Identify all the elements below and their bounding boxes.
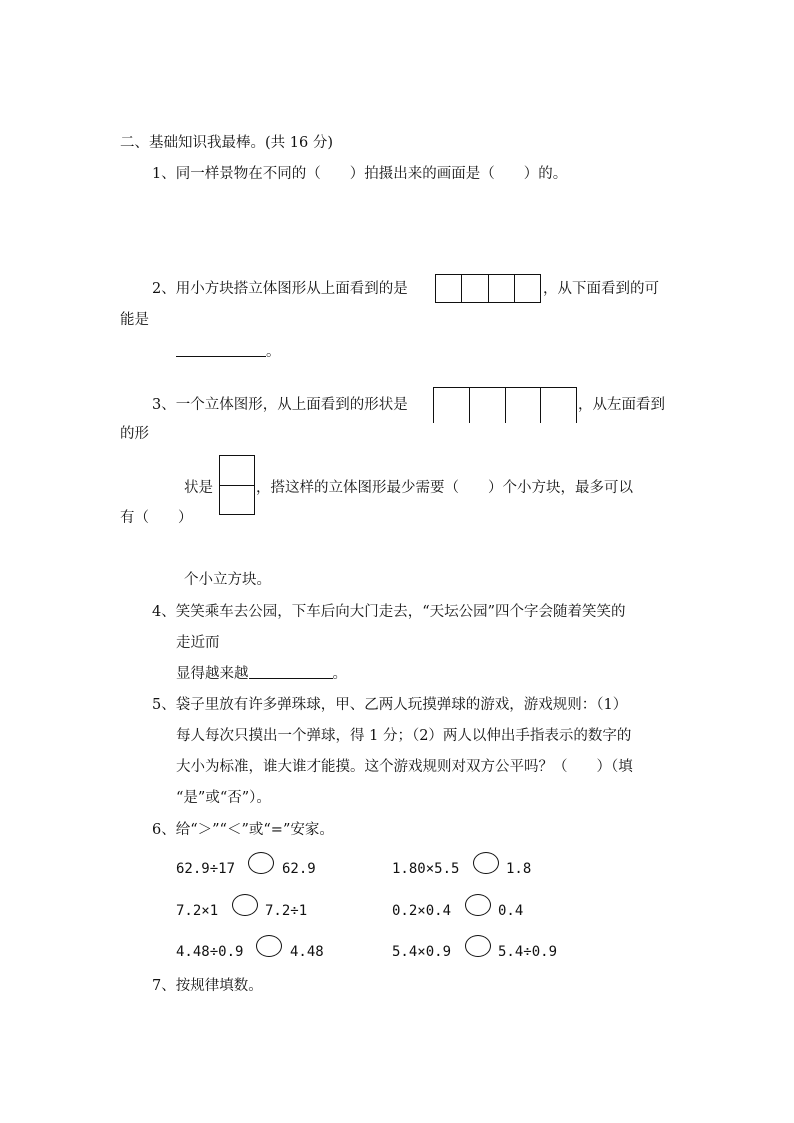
question-5-line-1: 5、袋子里放有许多弹珠球，甲、乙两人玩摸弹球的游戏，游戏规则：（1） [152, 697, 628, 713]
compare-left-expr: 0.2×0.4 [392, 903, 452, 919]
compare-circle[interactable] [248, 852, 274, 874]
question-6-title: 6、给“＞”“＜”或“=”安家。 [152, 822, 334, 838]
grid-cell [434, 388, 470, 423]
compare-circle[interactable] [465, 935, 491, 957]
question-4-line-2: 走近而 [176, 635, 220, 651]
question-3-line-2: 的形 [120, 426, 149, 442]
question-3-line-3-suffix: ，搭这样的立体图形最少需要（ ）个小方块，最多可以 [256, 480, 633, 496]
compare-left-expr: 62.9÷17 [176, 861, 236, 877]
compare-right-expr: 62.9 [282, 861, 316, 877]
question-2-answer-line: 。 [176, 342, 281, 362]
grid-cell [462, 275, 488, 302]
question-5-line-3: 大小为标准，谁大谁才能摸。这个游戏规则对双方公平吗？（ ）（填 [176, 759, 633, 775]
question-2-line-1-suffix: ，从下面看到的可 [543, 281, 659, 297]
compare-right-expr: 0.4 [498, 903, 524, 919]
grid-cell [220, 456, 254, 486]
grid-cell [506, 388, 542, 423]
compare-right-expr: 7.2÷1 [265, 903, 308, 919]
compare-left-expr: 5.4×0.9 [392, 944, 452, 960]
question-3-line-1: 3、一个立体图形，从上面看到的形状是 [152, 397, 408, 413]
question-5-line-2: 每人每次只摸出一个弹球，得 1 分；（2）两人以伸出手指表示的数字的 [176, 728, 632, 744]
section-title: 二、基础知识我最棒。(共 16 分) [120, 135, 333, 151]
compare-left-expr: 7.2×1 [176, 903, 219, 919]
answer-blank[interactable] [176, 342, 266, 357]
left-view-grid-2-cells [219, 455, 255, 515]
question-2-line-1: 2、用小方块搭立体图形从上面看到的是 [152, 281, 408, 297]
compare-left-expr: 4.48÷0.9 [176, 944, 244, 960]
grid-cell [220, 486, 254, 515]
grid-cell [436, 275, 462, 302]
compare-right-expr: 1.8 [506, 861, 532, 877]
question-3-line-3-prefix: 状是 [184, 480, 213, 496]
grid-cell [489, 275, 515, 302]
answer-blank[interactable] [249, 664, 333, 679]
grid-cell [470, 388, 506, 423]
question-4-line-3: 显得越来越 。 [176, 666, 347, 682]
grid-cell [515, 275, 540, 302]
question-2-line-2: 能是 [120, 312, 149, 328]
grid-cell [541, 388, 576, 423]
question-3-line-5: 个小立方块。 [184, 572, 271, 588]
question-4-line-1: 4、笑笑乘车去公园，下车后向大门走去，“天坛公园”四个字会随着笑笑的 [152, 604, 626, 620]
compare-circle[interactable] [465, 894, 491, 916]
question-3-line-1-suffix: ，从左面看到 [578, 397, 665, 413]
compare-left-expr: 1.80×5.5 [392, 861, 460, 877]
question-1: 1、同一样景物在不同的（ ）拍摄出来的画面是（ ）的。 [152, 166, 568, 182]
question-3-line-4: 有（ ） [120, 510, 193, 526]
compare-circle[interactable] [256, 935, 282, 957]
question-5-line-4: “是”或“否”）。 [176, 790, 271, 806]
compare-circle[interactable] [232, 894, 258, 916]
compare-right-expr: 5.4÷0.9 [498, 944, 558, 960]
question-7: 7、按规律填数。 [152, 978, 263, 994]
top-view-grid-4-cells [433, 387, 577, 423]
compare-circle[interactable] [473, 852, 499, 874]
top-view-grid-4-cells [435, 274, 541, 303]
compare-right-expr: 4.48 [290, 944, 324, 960]
